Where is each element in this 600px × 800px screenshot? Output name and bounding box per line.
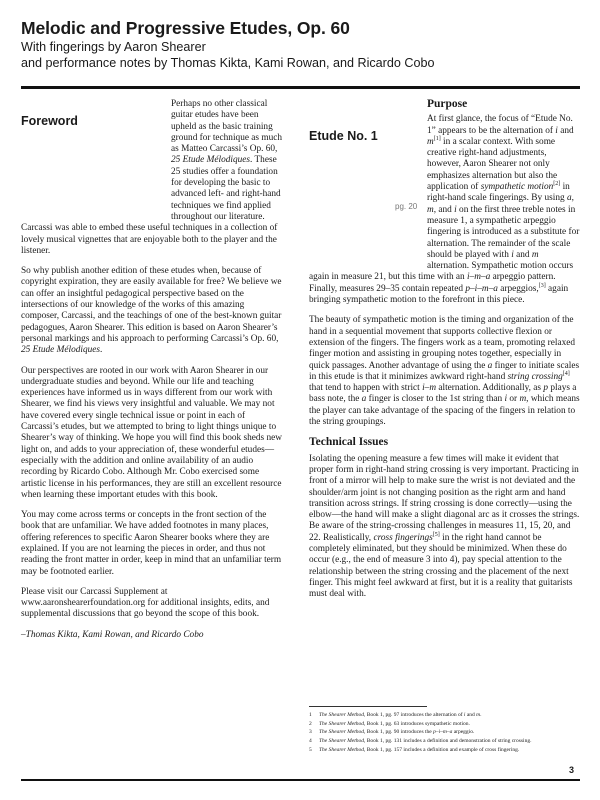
page-title: Melodic and Progressive Etudes, Op. 60 [21, 18, 350, 38]
page-reference: pg. 20 [395, 202, 418, 212]
technical-issues-heading: Technical Issues [309, 436, 389, 449]
etude-column [309, 99, 581, 609]
footnote-ref-1[interactable]: [1] [433, 135, 441, 142]
page-header [21, 18, 581, 71]
footnotes [309, 712, 547, 756]
page-number: 3 [569, 765, 575, 775]
footnote-ref-3[interactable]: [3] [538, 282, 546, 289]
etude-title: Etude No. 1 [309, 129, 378, 144]
footnote-ref-5[interactable]: [5] [432, 531, 440, 538]
foreword-paragraph-3: Our perspectives are rooted in our work with Aaron Shearer in our undergraduate studies and beyond. While our life and teaching experiences have informed us in ways different from our work with Shearer, we find his views very insightful and valuable. We may not have covered every single technical issue or point in each of Carcassi’s etudes, but we attempted to bring to light things unique to Shearer’s way of thinking. We hope you will find this book sheds new light on, and adds to your appreciation of, these wonderful etudes—especially with the addition and online availability of an audio recording by Ricardo Cobo. Although Mr. Cobo exercised some artistic license in his performances, they are still an excellent resource when learning these important etudes with this book. [21, 365, 282, 500]
footer-rule [21, 779, 580, 781]
footnote-ref-4[interactable]: [4] [562, 370, 570, 377]
foreword-paragraph-4: You may come across terms or concepts in the front section of the book that are unfamiliar. We have added footnotes in many places, offering references to specific Aaron Shearer books where they are explained. If you are not learning the pieces in order, and thus not reading the front matter in order, keep in mind that an unfamiliar term may be footnoted earlier. [21, 510, 282, 577]
footnote-4: 4 The Shearer Method, Book 1, pg. 131 includes a definition and demonstration of string crossing. [309, 738, 532, 745]
footnote-5: 5 The Shearer Method, Book 1, pg. 157 includes a definition and example of cross fingering. [309, 746, 520, 753]
page-subtitle-fingerings: With fingerings by Aaron Shearer [21, 40, 206, 54]
foreword-paragraph-2: So why publish another edition of these etudes when, because of copyright expiration, they are easily available for free? We believe we can offer an insightful pedagogical perspective based on the intersections of our knowledge of the works of this amazing composer, Carcassi, and the teachings of one of the best-known guitar pedagogues, Aaron Shearer. This edition is based on Aaron Shearer’s personal markings and his approach to performing Carcassi’s Op. 60, 25 Etude Mélodiques. [21, 266, 282, 356]
page-subtitle-notes: and performance notes by Thomas Kikta, Kami Rowan, and Ricardo Cobo [21, 56, 435, 70]
technical-paragraph-1: Isolating the opening measure a few times will make it evident that proper form in right-hand string crossing is very important. Practicing in front of a mirror will help to make sure the wrist is not deviated and the shoulder/arm joint is not changing position as the right arm and hand transition across strings. If string crossing is done correctly—using the elbow—the hand will make a slight diagonal arc as it crosses the strings. Be aware of the string-crossing challenges in measures 11, 15, 20, and 22. Realistically, cross fingerings[5] in the right hand cannot be completely eliminated, but they should be minimized. When these do occur (e.g., the end of measure 3 into 4), pay special attention to the relationship between the string crossing and the placement of the next finger. This might feel awkward at first, but it is a reality that guitarists must deal with. [309, 453, 580, 600]
foreword-signature: –Thomas Kikta, Kami Rowan, and Ricardo Cobo [21, 629, 204, 640]
foreword-paragraph-1: Perhaps no other classical guitar etudes have been upheld as the basic training ground for technique as much as Matteo Carcassi’s Op. 60, 25 Etude Mélodiques. These 25 studies offer a foundation for developing the basic to advanced left- and right-hand techniques we find applied throughout our literature. Carcassi was able to embed these useful techniques in a collection of lovely musical vignettes that are enjoyable both to the player and the listener. [21, 99, 283, 256]
foreword-column [21, 99, 282, 650]
footnote-1: 1 The Shearer Method, Book 1, pg. 97 introduces the alternation of i and m. [309, 712, 482, 718]
footnote-divider [309, 706, 427, 707]
header-rule [21, 86, 580, 89]
foreword-heading: Foreword [21, 114, 78, 128]
footnote-3: 3 The Shearer Method, Book 1, pg. 90 introduces the p–i–m–a arpeggio. [309, 729, 475, 736]
purpose-heading: Purpose [427, 98, 468, 110]
purpose-paragraph-2: The beauty of sympathetic motion is the timing and organization of the hand in a sequential movement that supports collective flexion or extension of the fingers. The fingers work as a team, promoting relaxed finger motion and assisting in grouping notes together, especially in quick passages. Another advantage of using the a finger to initiate scales in this etude is that it minimizes awkward right-hand string crossing[4] that tend to happen with strict i–m alternation. Additionally, as p plays a bass note, the a finger is closer to the 1st string than i or m, which means the player can take advantage of the spacing of the fingers in relation to the string groupings. [309, 315, 580, 428]
purpose-paragraph-1: At first glance, the focus of “Etude No. 1” appears to be the alternation of i and m[1] in a scalar context. With some creative right-hand adjustments, however, Aaron Shearer not only emphasizes alternation but also the application of sympathetic motion[2] in right-hand scale fingerings. By using a, m, and i on the first three treble notes in measure 1, a sympathetic arpeggio fingering is introduced as a substitute for alternation. The remainder of the scale should be played with i and m alternation. Sympathetic motion occurs again in measure 21, but this time with an i–m–a arpeggio pattern. Finally, measures 29–35 contain repeated p–i–m–a arpeggios,[3] again bringing sympathetic motion to the forefront in this piece. [309, 114, 580, 306]
etude-heading [309, 114, 427, 261]
footnote-ref-2[interactable]: [2] [553, 180, 561, 187]
foreword-paragraph-5: Please visit our Carcassi Supplement at www.aaronshearerfoundation.org for additional insights, edits, and supplemental discussions that go beyond the scope of this book. [21, 586, 270, 620]
footnote-2: 2 The Shearer Method, Book 1, pg. 63 introduces sympathetic motion. [309, 720, 470, 727]
